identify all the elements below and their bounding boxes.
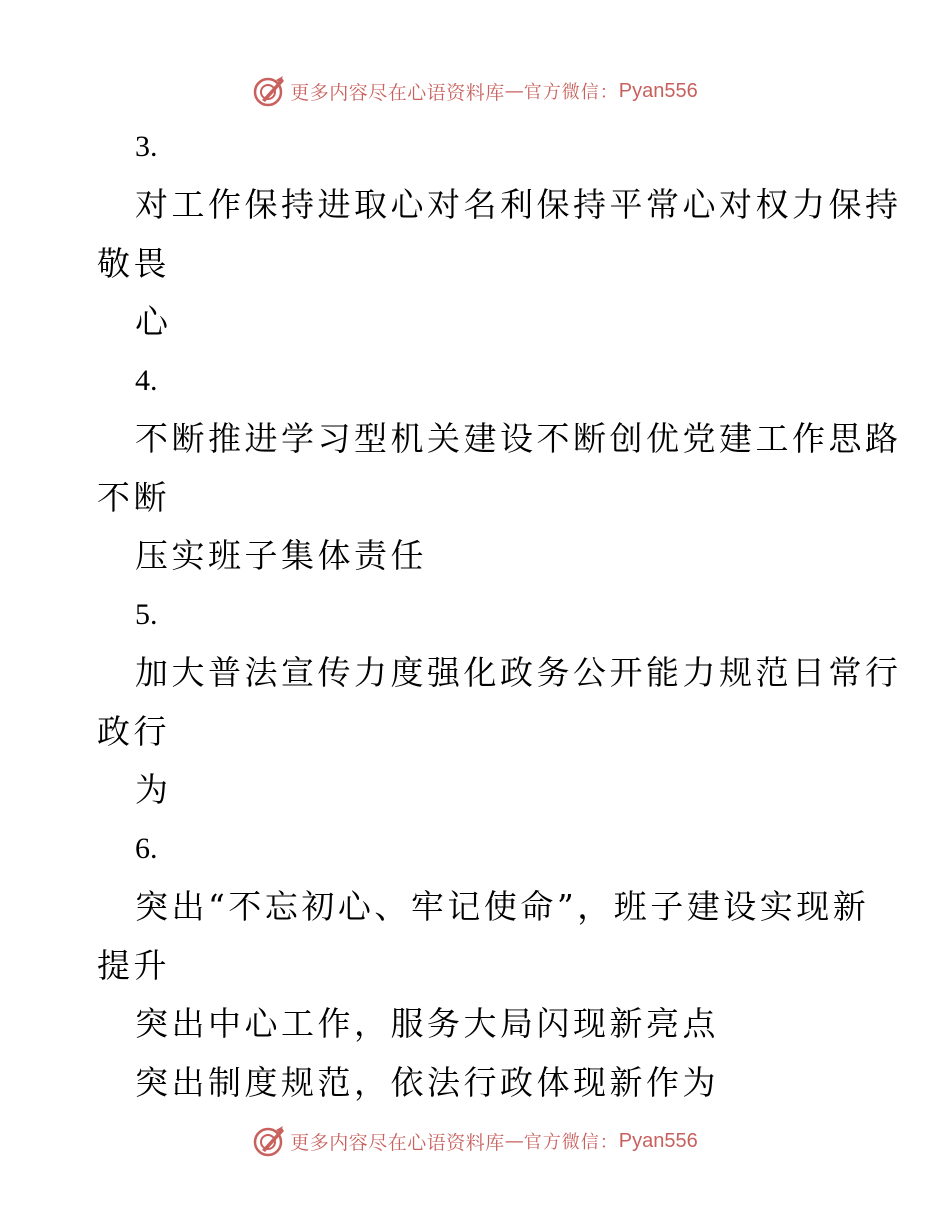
item-text-continuation: 为 xyxy=(135,770,172,809)
pen-logo-icon xyxy=(252,1124,286,1158)
item-text-continuation: 心 xyxy=(135,302,172,341)
item-text-wrap: 不断 xyxy=(97,478,170,517)
item-text-wrap: 政行 xyxy=(97,712,170,751)
header-watermark xyxy=(0,71,950,111)
watermark-account: Pyan556 xyxy=(618,79,698,102)
item-text: 突出中心工作，服务大局闪现新亮点 xyxy=(135,1004,719,1043)
watermark-separator: — xyxy=(504,1130,524,1152)
pen-logo-icon xyxy=(252,74,286,108)
watermark-account: Pyan556 xyxy=(618,1129,698,1152)
item-text: 不断推进学习型机关建设不断创优党建工作思路 xyxy=(135,419,902,458)
item-text-continuation: 压实班子集体责任 xyxy=(135,536,427,575)
item-text: 对工作保持进取心对名利保持平常心对权力保持 xyxy=(135,185,902,224)
item-text: 突出“不忘初心、牢记使命”，班子建设实现新 xyxy=(135,887,870,926)
watermark-brand: 更多内容尽在心语资料库 xyxy=(290,1131,505,1154)
item-text-wrap: 敬畏 xyxy=(97,244,170,283)
watermark-official: 官方微信： xyxy=(523,1132,619,1153)
watermark-official: 官方微信： xyxy=(523,82,619,103)
watermark-separator: — xyxy=(504,80,524,102)
watermark-brand: 更多内容尽在心语资料库 xyxy=(290,81,505,104)
item-text-wrap: 提升 xyxy=(97,946,170,985)
item-number: 4. xyxy=(135,364,158,397)
item-text: 突出制度规范，依法行政体现新作为 xyxy=(135,1063,719,1102)
item-number: 6. xyxy=(135,832,158,865)
item-text: 加大普法宣传力度强化政务公开能力规范日常行 xyxy=(135,653,902,692)
footer-watermark xyxy=(0,1121,950,1161)
item-number: 5. xyxy=(135,598,158,631)
item-number: 3. xyxy=(135,130,158,163)
